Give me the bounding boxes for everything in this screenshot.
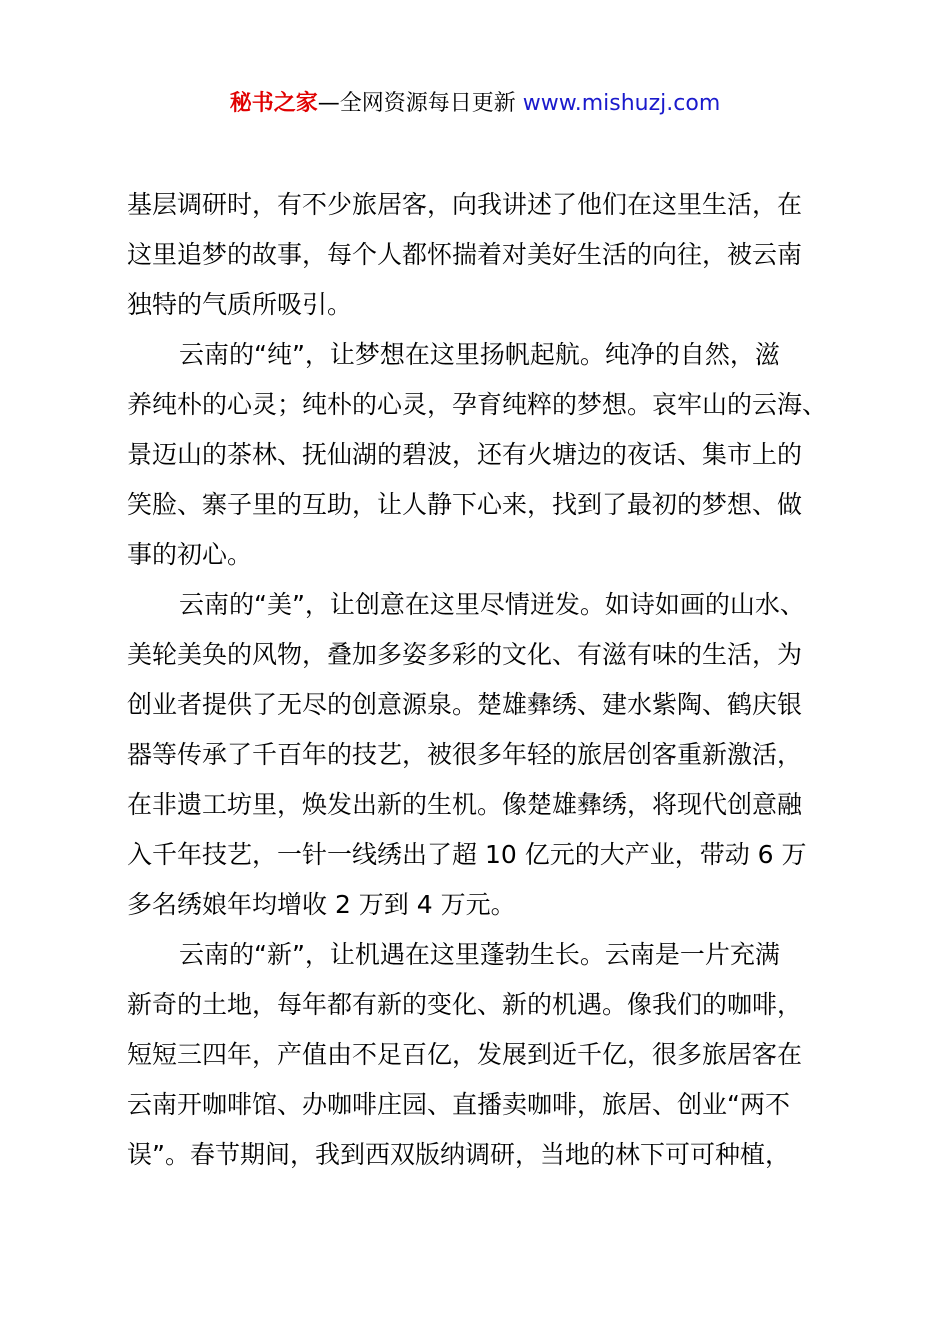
header-brand: 秘书之家 [229,91,318,116]
text-line: 事的初心。 [127,540,253,569]
text-line: 云南开咖啡馆、办咖啡庄园、直播卖咖啡，旅居、创业“两不 [127,1090,790,1119]
paragraph-start-line: 云南的“纯”，让梦想在这里扬帆起航。纯净的自然，滋 [179,340,780,369]
text-line: 入千年技艺，一针一线绣出了超 10 亿元的大产业，带动 6 万 [127,840,807,869]
text-line: 新奇的土地，每年都有新的变化、新的机遇。像我们的咖啡， [127,990,803,1019]
text-line: 基层调研时，有不少旅居客，向我讲述了他们在这里生活，在 [127,190,803,219]
text-line: 独特的气质所吸引。 [127,290,353,319]
text-line: 美轮美奂的风物，叠加多姿多彩的文化、有滋有味的生活，为 [127,640,803,669]
text-line: 误”。春节期间，我到西双版纳调研，当地的林下可可种植， [127,1140,790,1169]
text-line: 笑脸、寨子里的互助，让人静下心来，找到了最初的梦想、做 [127,490,803,519]
header-tagline: —全网资源每日更新 [317,91,523,116]
paragraph-start-line: 云南的“新”，让机遇在这里蓬勃生长。云南是一片充满 [179,940,780,969]
text-line: 在非遗工坊里，焕发出新的生机。像楚雄彝绣，将现代创意融 [127,790,803,819]
page-header [0,88,950,120]
text-line: 景迈山的茶林、抚仙湖的碧波，还有火塘边的夜话、集市上的 [127,440,803,469]
text-line: 创业者提供了无尽的创意源泉。楚雄彝绣、建水紫陶、鹤庆银 [127,690,803,719]
header-url-link[interactable]: www.mishuzj.com [522,91,721,116]
text-line: 养纯朴的心灵；纯朴的心灵，孕育纯粹的梦想。哀牢山的云海、 [127,390,828,419]
text-line: 多名绣娘年均增收 2 万到 4 万元。 [127,890,516,919]
text-line: 这里追梦的故事，每个人都怀揣着对美好生活的向往，被云南 [127,240,803,269]
text-line: 器等传承了千百年的技艺，被很多年轻的旅居创客重新激活， [127,740,803,769]
paragraph-start-line: 云南的“美”，让创意在这里尽情迸发。如诗如画的山水、 [179,590,805,619]
document-body [127,180,837,1180]
text-line: 短短三四年，产值由不足百亿，发展到近千亿，很多旅居客在 [127,1040,803,1069]
